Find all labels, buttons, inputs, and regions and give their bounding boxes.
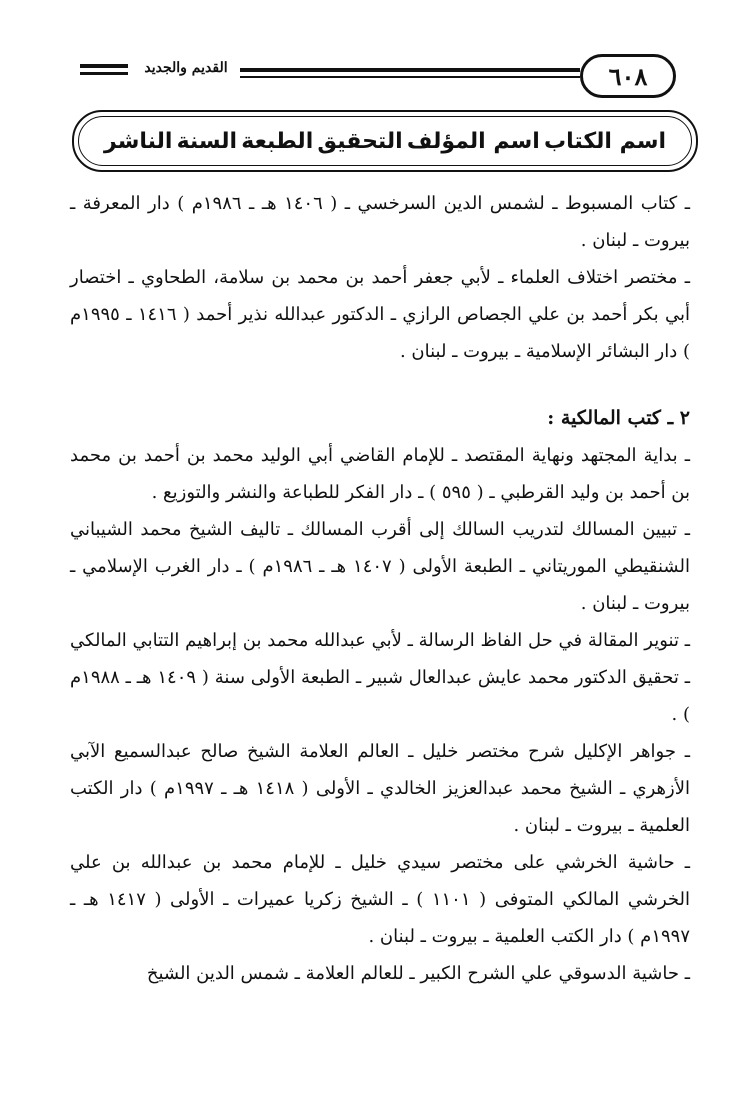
bib-entry: ـ مختصر اختلاف العلماء ـ لأبي جعفر أحمد بن محمد بن سلامة، الطحاوي ـ اختصار أبي بكر أحمد بن علي الجصاص الرازي ـ الدكتور عبدالله نذير أحمد ( ١٤١٦ ـ ١٩٩٥م ) دار البشائر الإسلامية ـ بيروت ـ لبنان . [70, 267, 691, 362]
bib-entry: ـ حاشية الدسوقي علي الشرح الكبير ـ للعالم العلامة ـ شمس الدين الشيخ [146, 963, 690, 984]
bib-entry: ـ جواهر الإكليل شرح مختصر خليل ـ العالم العلامة الشيخ صالح عبدالسميع الآبي الأزهري ـ الشيخ محمد عبدالعزيز الخالدي ـ الأولى ( ١٤١٨ هـ ـ ١٩٩٧م ) دار الكتب العلمية ـ بيروت ـ لبنان . [70, 741, 690, 836]
bib-entry: ـ تنوير المقالة في حل الفاظ الرسالة ـ لأبي عبدالله محمد بن إبراهيم التتابي المالكي ـ تحقيق الدكتور محمد عايش عبدالعال شبير ـ الطبعة الأولى سنة ( ١٤٠٩ هـ ـ ١٩٨٨م ) . [70, 630, 690, 725]
bib-entry: ـ حاشية الخرشي على مختصر سيدي خليل ـ للإمام محمد بن عبدالله بن علي الخرشي المالكي المتوفى ( ١١٠١ ) ـ الشيخ زكريا عميرات ـ الأولى ( ١٤١٧ هـ ـ ١٩٩٧م ) دار الكتب العلمية ـ بيروت ـ لبنان . [70, 852, 690, 947]
header-rule-thin [240, 76, 580, 78]
running-header [70, 52, 690, 100]
col-year: السنة [176, 128, 238, 154]
bib-entry: ـ تبيين المسالك لتدريب السالك إلى أقرب المسالك ـ تاليف الشيخ محمد الشيباني الشنقيطي الموريتاني ـ الطبعة الأولى ( ١٤٠٧ هـ ـ ١٩٨٦م ) ـ دار الغرب الإسلامي ـ بيروت ـ لبنان . [70, 519, 690, 614]
page-number: ٦٠٨ [580, 54, 676, 98]
bib-entry: ـ بداية المجتهد ونهاية المقتصد ـ للإمام القاضي أبي الوليد محمد بن أحمد بن محمد بن أحمد بن وليد القرطبي ـ ( ٥٩٥ ) ـ دار الفكر للطباعة والنشر والتوزيع . [70, 445, 690, 503]
col-editor: التحقيق [317, 128, 403, 154]
col-edition: الطبعة [241, 128, 314, 154]
bib-entry: ـ كتاب المسبوط ـ لشمس الدين السرخسي ـ ( ١٤٠٦ هـ ـ ١٩٨٦م ) دار المعرفة ـ بيروت ـ لبنان . [70, 193, 690, 251]
col-publisher: الناشر [104, 128, 173, 154]
header-left-bar-2 [80, 72, 128, 75]
header-rule [240, 68, 580, 72]
running-book-title: القديم والجديد [136, 60, 236, 76]
column-heading-box [72, 110, 698, 172]
col-author-name: اسم المؤلف [406, 128, 540, 154]
bibliography-text [70, 185, 690, 992]
section-heading: ٢ ـ كتب المالكية : [547, 407, 690, 429]
col-book-name: اسم الكتاب [543, 128, 666, 154]
header-left-bar [80, 64, 128, 68]
